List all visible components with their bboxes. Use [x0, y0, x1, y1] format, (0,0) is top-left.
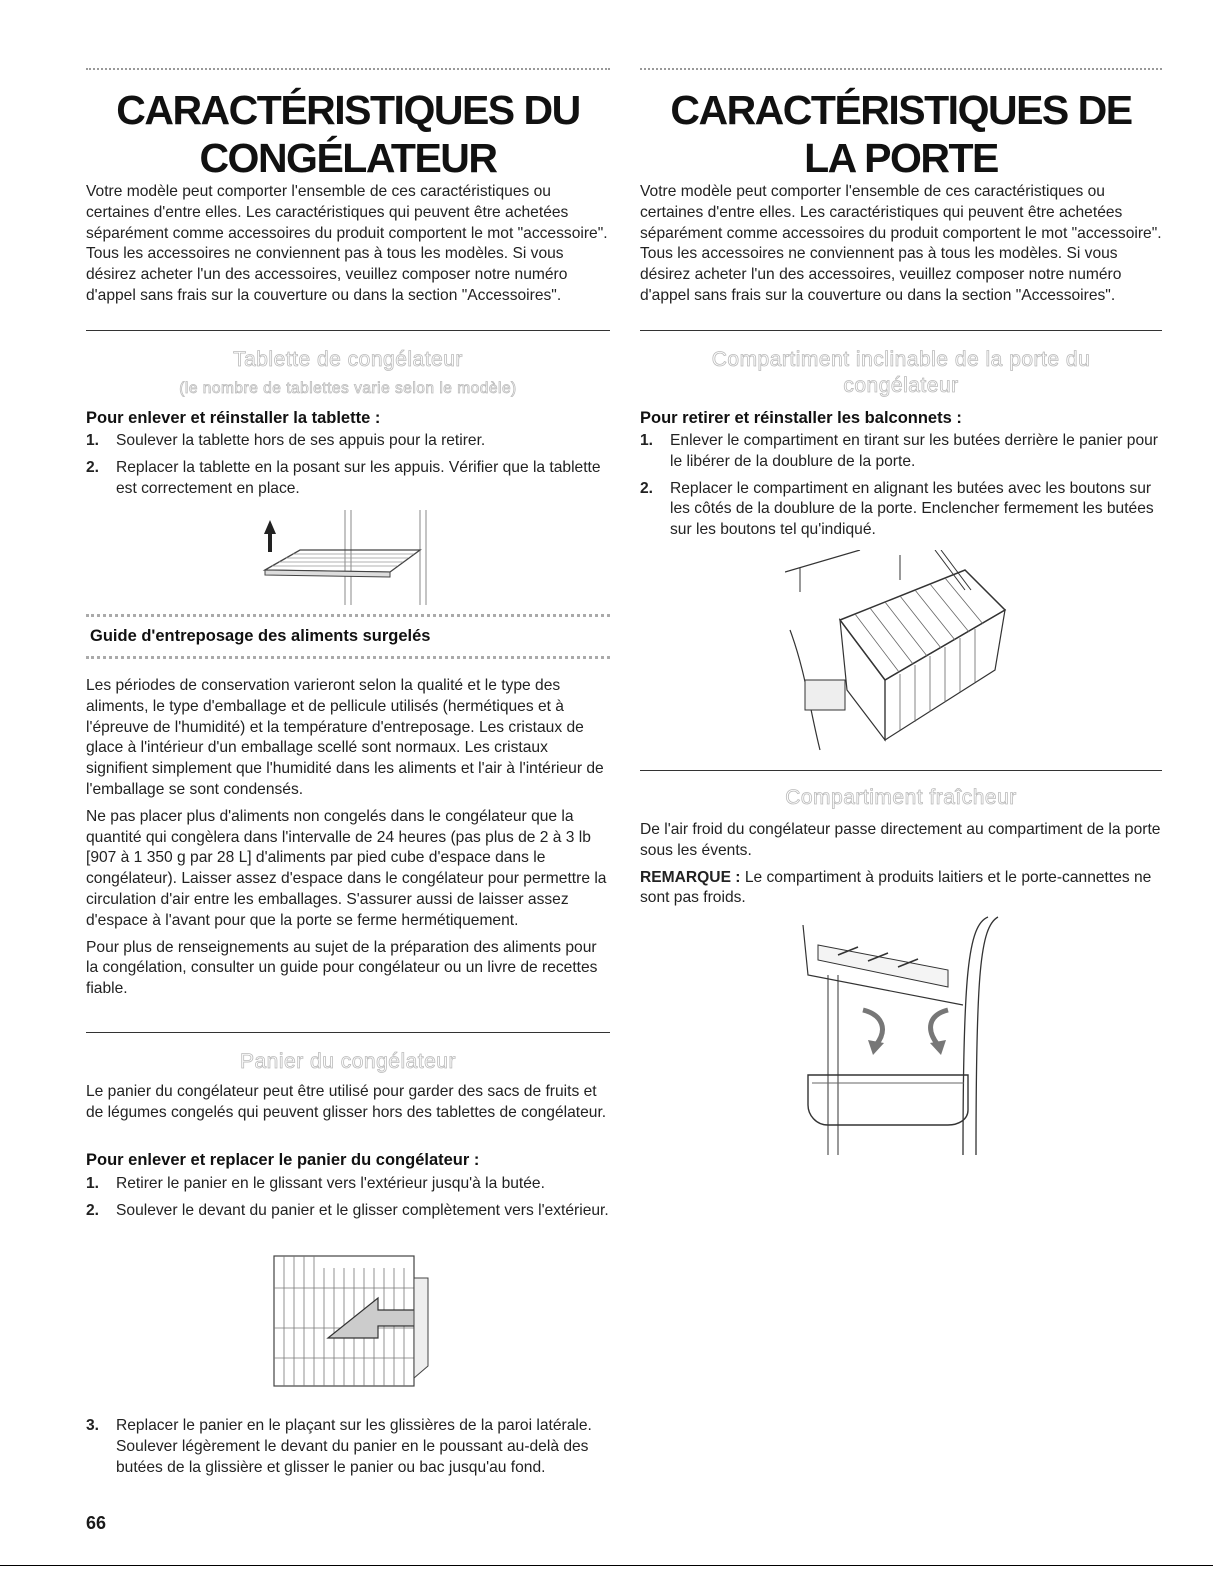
step-text: Replacer la tablette en la posant sur les appuis. Vérifier que la tablette est correctement en place.	[116, 458, 601, 497]
door-features-title: CARACTÉRISTIQUES DE LA PORTE	[670, 87, 1132, 181]
list-item	[86, 1201, 610, 1222]
step-text: Replacer le panier en le plaçant sur les glissières de la paroi latérale. Soulever légèrement le devant du panier en le poussant au-delà des butées de la glissière et glisser le panier ou bac jusqu'au fond.	[116, 1417, 592, 1476]
storage-guide-title: Guide d'entreposage des aliments surgelés	[90, 627, 431, 645]
step-number: 2.	[86, 1201, 100, 1219]
shelf-steps	[86, 431, 610, 505]
step-text: Enlever le compartiment en tirant sur les butées derrière le panier pour le libérer de la doublure de la porte.	[670, 432, 1158, 470]
step-number: 1.	[86, 1175, 100, 1192]
step-text: Retirer le panier en le glissant vers l'extérieur jusqu'à la butée.	[116, 1175, 545, 1192]
basket-instruction-title: Pour enlever et replacer le panier du congélateur :	[86, 1151, 480, 1169]
shelf-instruction-title: Pour enlever et réinstaller la tablette :	[86, 409, 381, 427]
remark-text: Le compartiment à produits laitiers et le porte-cannettes ne sont pas froids.	[640, 868, 1152, 907]
step-number: 2.	[640, 479, 654, 497]
step-number: 2.	[86, 458, 100, 476]
step-text: Soulever le devant du panier et le glisser complètement vers l'extérieur.	[116, 1201, 609, 1219]
chiller-text	[640, 820, 1162, 915]
basket-steps	[86, 1174, 610, 1228]
paragraph: Les périodes de conservation varieront selon la qualité et le type des aliments, le type d'emballage et de pellicule utilisés (hermétiques et à l'épreuve de l'humidité) et la température d'entreposage. Les cristaux de glace à l'intérieur d'un emballage scellé sont normaux. Les cristaux signifient simplement que l'humidité dans les aliments et l'air à l'intérieur de l'emballage se sont condensés.	[86, 677, 604, 798]
chiller-illustration	[798, 915, 1003, 1160]
basket-illustration	[268, 1248, 438, 1403]
page-number: 66	[86, 1513, 107, 1533]
tilt-bin-steps	[640, 431, 1162, 547]
remark-label: REMARQUE :	[640, 868, 741, 886]
top-rule-left	[86, 68, 610, 70]
paragraph: Pour plus de renseignements au sujet de la préparation des aliments pour la congélation, consulter un guide pour congélateur ou un livre de recettes fiable.	[86, 938, 598, 998]
paragraph: De l'air froid du congélateur passe directement au compartiment de la porte sous les évents.	[640, 821, 1161, 859]
tilt-bin-heading-line1: Compartiment inclinable de la porte du	[711, 348, 1091, 371]
chiller-heading: Compartiment fraîcheur	[785, 786, 1017, 809]
step-number: 3.	[86, 1417, 100, 1434]
tilt-bin-instruction-title: Pour retirer et réinstaller les balconnets :	[640, 409, 962, 427]
storage-guide-text	[86, 676, 610, 1006]
list-item	[640, 431, 1162, 473]
shelf-illustration	[250, 510, 450, 610]
paragraph: Ne pas placer plus d'aliments non congelés dans le congélateur que la quantité qui congèlera dans l'intervalle de 24 heures (pas plus de 2 à 3 lb [907 à 1 350 g par 28 L] d'aliments par pied cube d'espace dans le congélateur). Laisser assez d'espace dans le congélateur pour permettre la circulation d'air entre les emballages. S'assurer aussi de laisser assez d'espace à l'avant pour que la porte se ferme hermétiquement.	[86, 807, 607, 929]
basket-heading: Panier du congélateur	[240, 1050, 456, 1073]
list-item	[86, 458, 610, 500]
remark-paragraph	[640, 868, 1162, 910]
section-divider	[640, 770, 1162, 771]
section-divider	[640, 330, 1162, 331]
section-divider	[86, 330, 610, 331]
guide-bottom-rule	[86, 656, 610, 659]
shelf-subheading: (le nombre de tablettes varie selon le modèle)	[179, 380, 517, 397]
basket-intro: Le panier du congélateur peut être utilisé pour garder des sacs de fruits et de légumes congelés qui peuvent glisser hors des tablettes de congélateur.	[86, 1083, 607, 1121]
list-item	[86, 431, 610, 452]
storage-guide-box	[86, 614, 610, 659]
door-intro-text: Votre modèle peut comporter l'ensemble de ces caractéristiques ou certaines d'entre elles. Les caractéristiques qui peuvent être achetées séparément comme accessoires du produit comportent le mot "accessoire". Tous les accessoires ne conviennent pas à tous les modèles. Si vous désirez acheter l'un des accessoires, veuillez composer notre numéro d'appel sans frais sur la couverture ou dans la section "Accessoires".	[640, 183, 1162, 304]
freezer-features-title: CARACTÉRISTIQUES DU CONGÉLATEUR	[116, 87, 580, 181]
step-number: 1.	[640, 432, 654, 449]
freezer-intro-text: Votre modèle peut comporter l'ensemble de ces caractéristiques ou certaines d'entre elles. Les caractéristiques qui peuvent être achetées séparément comme accessoires du produit comportent le mot "accessoire". Tous les accessoires ne conviennent pas à tous les modèles. Si vous désirez acheter l'un des accessoires, veuillez composer notre numéro d'appel sans frais sur la couverture ou dans la section "Accessoires".	[86, 183, 608, 304]
step-number: 1.	[86, 432, 100, 449]
footer-rule	[0, 1565, 1213, 1566]
list-item	[86, 1416, 610, 1478]
step-text: Replacer le compartiment en alignant les butées avec les boutons sur les côtés de la doublure de la porte. Enclencher fermement les butées sur les boutons tel qu'indiqué.	[670, 479, 1154, 539]
section-divider	[86, 1032, 610, 1033]
step-text: Soulever la tablette hors de ses appuis pour la retirer.	[116, 432, 486, 449]
list-item	[640, 479, 1162, 541]
list-item	[86, 1174, 610, 1195]
shelf-heading: Tablette de congélateur	[233, 348, 463, 371]
tilt-bin-illustration	[785, 550, 1010, 755]
top-rule-right	[640, 68, 1162, 70]
basket-steps-continued	[86, 1416, 610, 1484]
tilt-bin-heading-line2: congélateur	[843, 374, 959, 397]
